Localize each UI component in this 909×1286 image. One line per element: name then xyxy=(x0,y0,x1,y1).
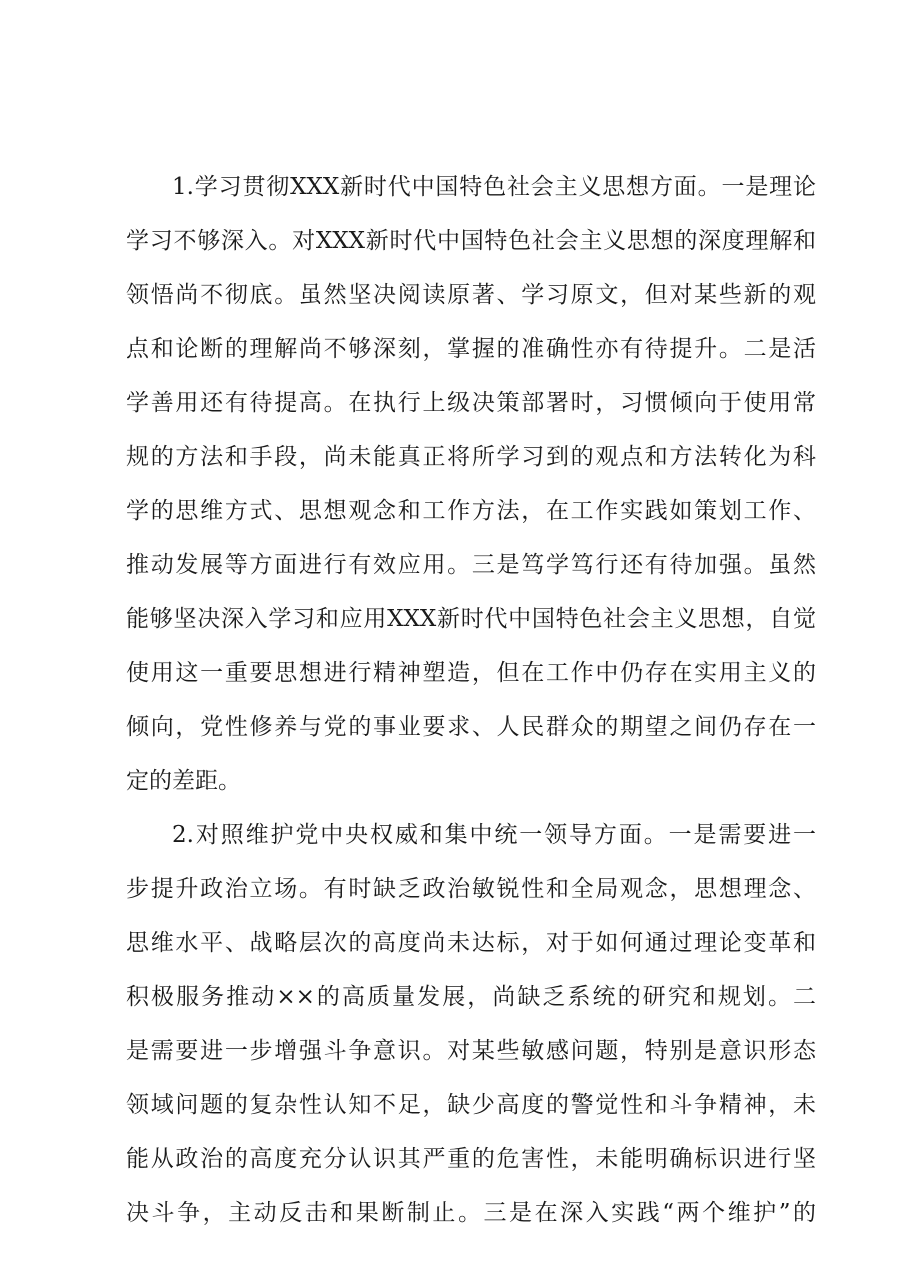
text-line: 学习不够深入。对XXX新时代中国特色社会主义思想的深度理解和 xyxy=(126,228,816,254)
text-line: 是需要进一步增强斗争意识。对某些敏感问题，特别是意识形态 xyxy=(126,1038,816,1064)
document-body xyxy=(126,160,816,1240)
text-line: 步提升政治立场。有时缺乏政治敏锐性和全局观念，思想理念、 xyxy=(126,876,816,902)
text-line: 决斗争，主动反击和果断制止。三是在深入实践“两个维护”的 xyxy=(126,1200,816,1226)
text-line: 思维水平、战略层次的高度尚未达标，对于如何通过理论变革和 xyxy=(126,930,816,956)
paragraph-1 xyxy=(126,160,816,808)
text-line: 领域问题的复杂性认知不足，缺少高度的警觉性和斗争精神，未 xyxy=(126,1092,816,1118)
text-line: 学善用还有待提高。在执行上级决策部署时，习惯倾向于使用常 xyxy=(126,390,816,416)
text-line: 积极服务推动××的高质量发展，尚缺乏系统的研究和规划。二 xyxy=(126,984,816,1010)
text-line: 能从政治的高度充分认识其严重的危害性，未能明确标识进行坚 xyxy=(126,1146,816,1172)
text-line: 2.对照维护党中央权威和集中统一领导方面。一是需要进一 xyxy=(172,822,816,848)
text-line: 推动发展等方面进行有效应用。三是笃学笃行还有待加强。虽然 xyxy=(126,552,816,578)
text-line: 1.学习贯彻XXX新时代中国特色社会主义思想方面。一是理论 xyxy=(172,174,816,200)
text-line: 倾向，党性修养与党的事业要求、人民群众的期望之间仍存在一 xyxy=(126,714,816,740)
text-line: 学的思维方式、思想观念和工作方法，在工作实践如策划工作、 xyxy=(126,498,816,524)
text-line: 点和论断的理解尚不够深刻，掌握的准确性亦有待提升。二是活 xyxy=(126,336,816,362)
text-line: 定的差距。 xyxy=(126,768,241,794)
paragraph-2 xyxy=(126,808,816,1240)
text-line: 使用这一重要思想进行精神塑造，但在工作中仍存在实用主义的 xyxy=(126,660,816,686)
text-line: 规的方法和手段，尚未能真正将所学习到的观点和方法转化为科 xyxy=(126,444,816,470)
text-line: 领悟尚不彻底。虽然坚决阅读原著、学习原文，但对某些新的观 xyxy=(126,282,816,308)
text-line: 能够坚决深入学习和应用XXX新时代中国特色社会主义思想，自觉 xyxy=(126,606,816,632)
